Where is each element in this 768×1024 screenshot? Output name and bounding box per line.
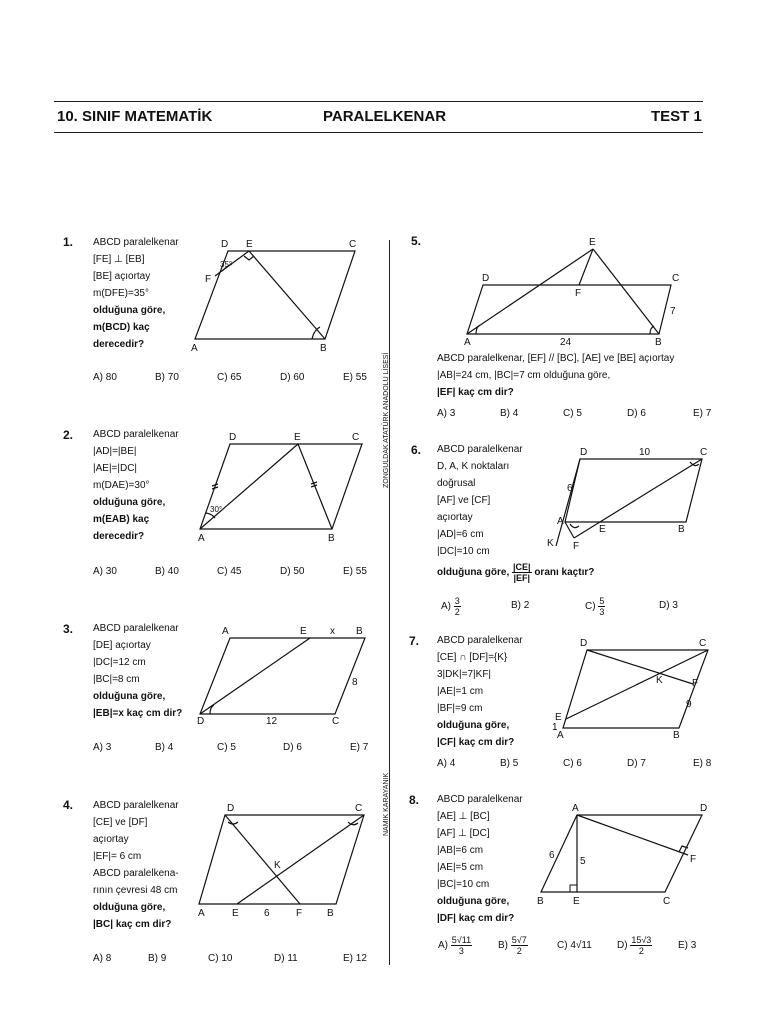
q2-number: 2. [63,428,74,442]
q3-line: [DE] açıortay [93,640,151,651]
q8-option-d-frac [630,935,652,956]
q6-line: ABCD paralelkenar [437,444,523,455]
q4-option-a[interactable]: A) 8 [93,953,112,964]
q2-option-c[interactable]: C) 45 [217,566,242,577]
q8-line: |AB|=6 cm [437,845,484,856]
q8-line: ABCD paralelkenar [437,794,523,805]
q3-label-x: x [330,626,335,637]
q7-line: ABCD paralelkenar [437,635,523,646]
q8-line: [AE] ⊥ [BC] [437,811,490,822]
q7-option-b[interactable]: B) 5 [500,758,519,769]
q1-line: olduğuna göre, [93,305,166,316]
q4-label-6: 6 [264,908,270,919]
q2-label-a: A [198,533,205,544]
q4-number: 4. [63,798,74,812]
q5-label-c: C [672,273,680,284]
q4-label-e: E [232,908,239,919]
q8-label-6: 6 [549,850,555,861]
q3-option-d[interactable]: D) 6 [283,742,302,753]
q6-label-10: 10 [639,447,651,458]
q1-line: [FE] ⊥ [EB] [93,254,145,265]
q4-label-c: C [355,803,363,814]
q7-label-f: F [692,678,699,689]
q6-question-pre: olduğuna göre, [437,567,510,579]
q3-label-12: 12 [266,716,278,727]
q2-line: m(DAE)=30° [93,480,150,491]
q3-label-b: B [356,626,363,637]
q2-line: derecedir? [93,531,145,542]
q8-option-d[interactable] [617,935,652,956]
q2-label-d: D [229,432,237,443]
q8-line: olduğuna göre, [437,896,510,907]
q6-label-c: C [700,447,708,458]
q1-label-e: E [246,239,253,250]
q2-option-a[interactable]: A) 30 [93,566,117,577]
q2-option-b[interactable]: B) 40 [155,566,179,577]
q6-line: |AD|=6 cm [437,529,484,540]
q8-option-d-den: 2 [638,946,644,956]
q2-label-e: E [294,432,301,443]
q1-option-a[interactable]: A) 80 [93,372,117,383]
q3-label-e: E [300,626,307,637]
course-title: 10. SINIF MATEMATİK [57,108,213,125]
q3-line: olduğuna göre, [93,691,166,702]
q2-line: m(EAB) kaç [93,514,150,525]
q4-line: ABCD paralelkenar [93,800,179,811]
q7-label-d: D [580,638,588,649]
q1-option-e[interactable]: E) 55 [343,372,367,383]
q3-line: |BC|=8 cm [93,674,140,685]
q4-line: rının çevresi 48 cm [93,885,178,896]
topic-title: PARALELKENAR [323,108,447,125]
q6-option-c-num: 5 [599,596,605,606]
q6-line: D, A, K noktaları [437,461,510,472]
q1-option-d[interactable]: D) 60 [280,372,305,383]
q6-label-d: D [580,447,588,458]
q5-label-a: A [464,337,471,348]
q3-line: |EB|=x kaç cm dir? [93,708,183,719]
q6-label-f: F [573,541,580,552]
q4-line: |BC| kaç cm dir? [93,919,172,930]
q5-option-e[interactable]: E) 7 [693,408,712,419]
q2-label-b: B [328,533,335,544]
q8-option-d-num: 15√3 [631,935,652,945]
q4-label-k: K [274,860,281,871]
q6-line: açıortay [437,512,473,523]
q7-label-a: A [557,730,564,741]
q5-label-b: B [655,337,662,348]
q4-line: olduğuna göre, [93,902,166,913]
q8-altitude-af [577,815,688,855]
q7-option-a[interactable]: A) 4 [437,758,456,769]
q7-line: olduğuna göre, [437,720,510,731]
q1-line: m(BCD) kaç [93,322,150,333]
q4-line: açıortay [93,834,129,845]
q1-option-b[interactable]: B) 70 [155,372,179,383]
q5-label-d: D [482,273,490,284]
q7-line: |BF|=9 cm [437,703,483,714]
q3-label-a: A [222,626,229,637]
q3-line: |DC|=12 cm [93,657,146,668]
q7-option-c[interactable]: C) 6 [563,758,582,769]
q4-option-e[interactable]: E) 12 [343,953,367,964]
q8-option-a[interactable] [438,935,472,956]
q1-label-f: F [205,274,212,285]
q6-option-c-den: 3 [599,607,605,617]
q5-label-7: 7 [670,306,676,317]
q8-label-a: A [572,803,579,814]
q6-label-b: B [678,524,685,535]
q5-option-b[interactable]: B) 4 [500,408,519,419]
q8-label-d: D [700,803,708,814]
q4-option-d[interactable]: D) 11 [274,953,298,964]
q6-label-6: 6 [567,483,573,494]
q1-label-a: A [191,343,198,354]
q6-label-e: E [599,524,606,535]
q8-label-e: E [573,896,580,907]
q5-label-24: 24 [560,337,572,348]
q8-line: |DF| kaç cm dir? [437,913,515,924]
q5-option-c[interactable]: C) 5 [563,408,582,419]
q3-option-b[interactable]: B) 4 [155,742,174,753]
q6-line: |DC|=10 cm [437,546,490,557]
school-label: ZONGULDAK ATATÜRK ANADOLU LİSESİ [383,352,390,488]
q7-line: 3|DK|=7|KF| [437,669,492,680]
q8-option-b[interactable] [498,935,528,956]
q6-label-k: K [547,538,554,549]
q6-ratio-den: |EF| [513,573,531,583]
q5-line: |AB|=24 cm, |BC|=7 cm olduğuna göre, [437,370,611,381]
q7-option-d[interactable]: D) 7 [627,758,646,769]
q7-number: 7. [409,634,420,648]
q8-option-d-label: D) [617,940,628,952]
q6-question-post: oranı kaçtır? [534,567,595,579]
q1-line: ABCD paralelkenar [93,237,179,248]
q8-number: 8. [409,793,420,807]
q3-line: ABCD paralelkenar [93,623,179,634]
q6-line: doğrusal [437,478,476,489]
q7-line: [CE] ∩ [DF]={K} [437,652,508,663]
q1-angle-label: 35° [220,260,233,269]
q7-option-e[interactable]: E) 8 [693,758,712,769]
q6-option-a-den: 2 [454,607,460,617]
q8-option-a-frac [451,935,472,956]
q8-line: |AE|=5 cm [437,862,484,873]
q2-line: olduğuna göre, [93,497,166,508]
q6-option-a-label: A) [441,601,451,613]
q1-line: [BE] açıortay [93,271,151,282]
q8-line: |BC|=10 cm [437,879,490,890]
q7-line: |CF| kaç cm dir? [437,737,515,748]
q5-label-e: E [589,237,596,248]
q7-label-9: 9 [686,699,692,710]
q1-label-c: C [349,239,357,250]
q6-number: 6. [411,443,422,457]
q4-option-b[interactable]: B) 9 [148,953,167,964]
q8-line: [AF] ⊥ [DC] [437,828,490,839]
q2-angle-label: 30° [210,505,223,514]
q8-option-e[interactable]: E) 3 [678,940,697,951]
q3-label-d: D [197,716,205,727]
q6-line: [AF] ve [CF] [437,495,491,506]
q6-option-c-label: C) [585,601,596,613]
q2-line: |AE|=|DC| [93,463,138,474]
q8-label-b: B [537,896,544,907]
q6-option-b[interactable]: B) 2 [511,600,530,611]
q5-line: |EF| kaç cm dir? [437,387,514,398]
q2-line: |AD|=|BE| [93,446,137,457]
q7-label-1: 1 [552,722,558,733]
q5-number: 5. [411,234,422,248]
q7-label-k: K [656,675,663,686]
q4-option-c[interactable]: C) 10 [208,953,233,964]
q3-number: 3. [63,622,74,636]
q8-option-a-label: A) [438,940,448,952]
q7-label-c: C [699,638,707,649]
q4-label-d: D [227,803,235,814]
q3-option-e[interactable]: E) 7 [350,742,369,753]
q6-option-d[interactable]: D) 3 [659,600,678,611]
q6-ratio-num: |CE| [513,562,531,572]
q4-line: |EF|= 6 cm [93,851,142,862]
q8-parallelogram [541,815,702,892]
q7-label-e: E [555,712,562,723]
q1-label-d: D [221,239,229,250]
q8-right-angle-e [570,885,577,892]
q4-label-f: F [296,908,303,919]
q2-label-c: C [352,432,360,443]
q2-option-d[interactable]: D) 50 [280,566,305,577]
q5-option-d[interactable]: D) 6 [627,408,646,419]
q3-option-c[interactable]: C) 5 [217,742,236,753]
q5-option-a[interactable]: A) 3 [437,408,456,419]
q8-label-f: F [690,854,697,865]
q2-line: ABCD paralelkenar [93,429,179,440]
q3-option-a[interactable]: A) 3 [93,742,112,753]
q6-option-a-num: 3 [454,596,460,606]
q2-option-e[interactable]: E) 55 [343,566,367,577]
q1-option-c[interactable]: C) 65 [217,372,242,383]
q5-label-f: F [575,288,582,299]
q5-line: ABCD paralelkenar, [EF] // [BC], [AE] ve [BE] açıortay [437,353,675,364]
q1-label-b: B [320,343,327,354]
q1-number: 1. [63,235,74,249]
test-number: TEST 1 [651,108,702,125]
q8-option-b-label: B) [498,940,508,952]
q4-label-b: B [327,908,334,919]
author-label: NAMIK KARAYANIK [383,772,390,836]
q4-line: [CE] ve [DF] [93,817,148,828]
q7-label-b: B [673,730,680,741]
q6-label-a: A [557,516,564,527]
q8-option-a-num: 5√11 [451,935,472,945]
q3-label-c: C [332,716,340,727]
q1-line: derecedir? [93,339,145,350]
q4-label-a: A [198,908,205,919]
q8-option-b-den: 2 [516,946,522,956]
q7-line: |AE|=1 cm [437,686,484,697]
q8-label-c: C [663,896,671,907]
q8-option-a-den: 3 [458,946,464,956]
q4-line: ABCD paralelkena- [93,868,179,879]
q8-label-5: 5 [580,856,586,867]
q1-line: m(DFE)=35° [93,288,149,299]
q3-label-8: 8 [352,677,358,688]
q8-option-c[interactable]: C) 4√11 [557,940,592,951]
q8-option-b-num: 5√7 [511,935,527,945]
q8-option-b-frac [511,935,528,956]
